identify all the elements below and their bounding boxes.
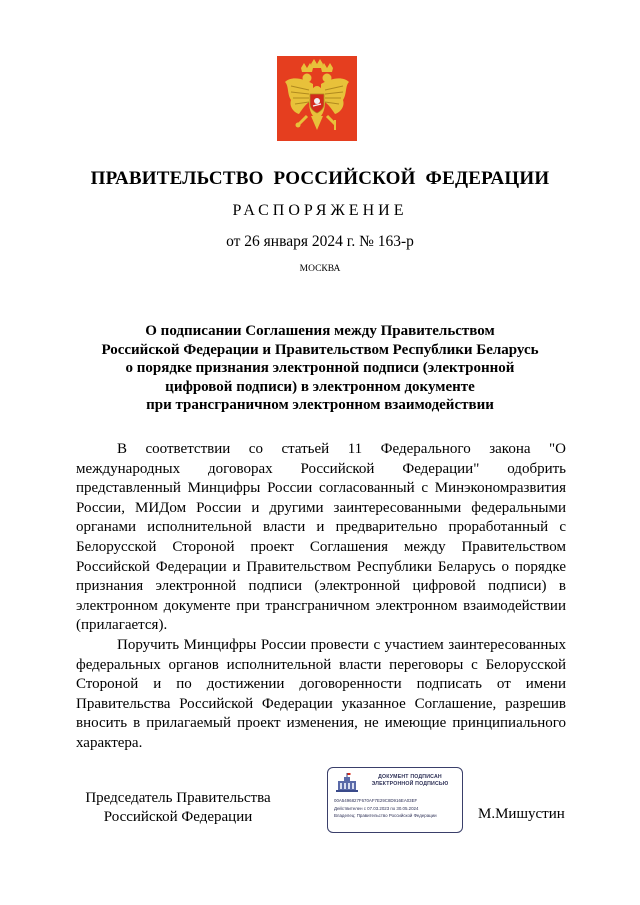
state-emblem-icon (277, 56, 357, 141)
signer-name: М.Мишустин (478, 806, 565, 822)
stamp-owner: Владелец: Правительство Российской Федерации (334, 813, 437, 818)
heading-line: Российской Федерации и Правительством Республики Беларусь (101, 341, 539, 358)
document-heading (80, 322, 560, 415)
heading-line: О подписании Соглашения между Правительством (145, 323, 495, 339)
document-date-number: от 26 января 2024 г. № 163-р (226, 233, 414, 250)
document-city: МОСКВА (299, 264, 341, 274)
government-title: ПРАВИТЕЛЬСТВО РОССИЙСКОЙ ФЕДЕРАЦИИ (90, 168, 550, 189)
stamp-header (362, 774, 458, 788)
document-body (76, 440, 566, 754)
heading-line: цифровой подписи) в электронном документе (165, 378, 475, 395)
stamp-validity: Действителен с 07.03.2023 по 30.05.2024 (334, 806, 419, 811)
stamp-header-line: ДОКУМЕНТ ПОДПИСАН (378, 774, 442, 780)
body-paragraph: В соответствии со статьей 11 Федерального закона "О международных договорах Российской Федерации" одобрить представленный Минцифры России согласованный с Минэкономразвития России, МИДом России и другими заинтересованными федеральными органами исполнительной власти и предварительно проработанный с Белорусской Стороной проект Соглашения между Правительством Российской Федерации и Правительством Республики Беларусь о порядке признания электронной подписи (электронной цифровой подписи) в электронном документе при трансграничном электронном взаимодействии (прилагается). (76, 441, 566, 634)
document-type: РАСПОРЯЖЕНИЕ (232, 202, 408, 219)
heading-line: о порядке признания электронной подписи (электронной (125, 360, 515, 377)
electronic-signature-stamp (327, 767, 463, 833)
signer-title-line: Председатель Правительства (85, 790, 271, 806)
body-paragraph: Поручить Минцифры России провести с участием заинтересованных федеральных органов исполнительной власти переговоры с Белорусской Стороной и по достижении договоренности подписать от имени Правительства Российской Федерации указанное Соглашение, разрешив вносить в прилагаемый проект изменения, не имеющие принципиального характера. (76, 636, 566, 751)
signer-title (78, 789, 278, 827)
stamp-serial-number: 00A5496827F670AF7E29C8D916EA03EF (334, 798, 418, 803)
stamp-header-line: ЭЛЕКТРОННОЙ ПОДПИСЬЮ (371, 781, 449, 787)
signer-title-line: Российской Федерации (103, 809, 253, 825)
government-building-icon (335, 773, 359, 793)
heading-line: при трансграничном электронном взаимодействии (146, 397, 494, 414)
